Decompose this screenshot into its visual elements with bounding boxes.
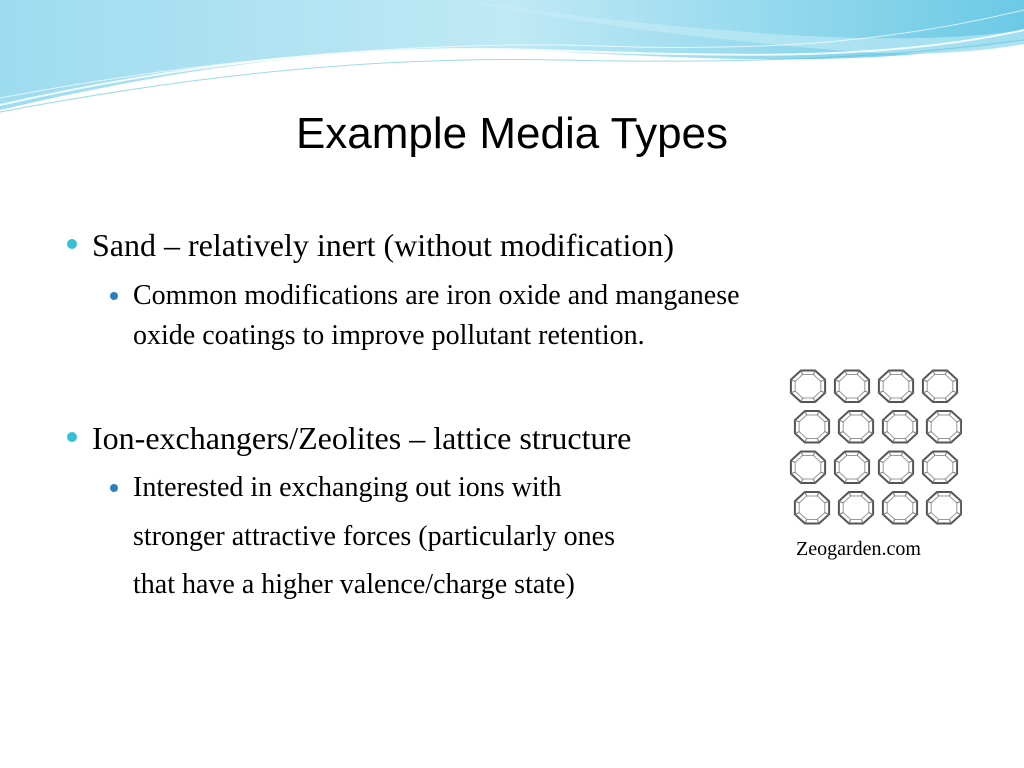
bullet-text-zeolites: Ion-exchangers/Zeolites – lattice structure [92,420,632,456]
bullet-icon [67,432,77,442]
sub-bullet-icon [110,484,118,492]
sub-bullet-text-line: oxide coatings to improve pollutant retention. [133,320,645,351]
sub-bullet-text-line: stronger attractive forces (particularly ones [133,521,616,552]
sub-bullet-text-line: that have a higher valence/charge state) [133,569,575,600]
header-wave-decoration [0,0,1024,120]
sub-bullet-icon [110,292,118,300]
sub-bullet-text-line: Common modifications are iron oxide and manganese [133,280,740,311]
bullet-text-sand: Sand – relatively inert (without modification) [92,227,675,263]
zeolite-lattice-image [786,366,962,528]
sub-bullet-text-line: Interested in exchanging out ions with [133,472,562,503]
image-caption: Zeogarden.com [796,538,921,560]
slide-title: Example Media Types [295,109,729,158]
bullet-icon [67,239,77,249]
